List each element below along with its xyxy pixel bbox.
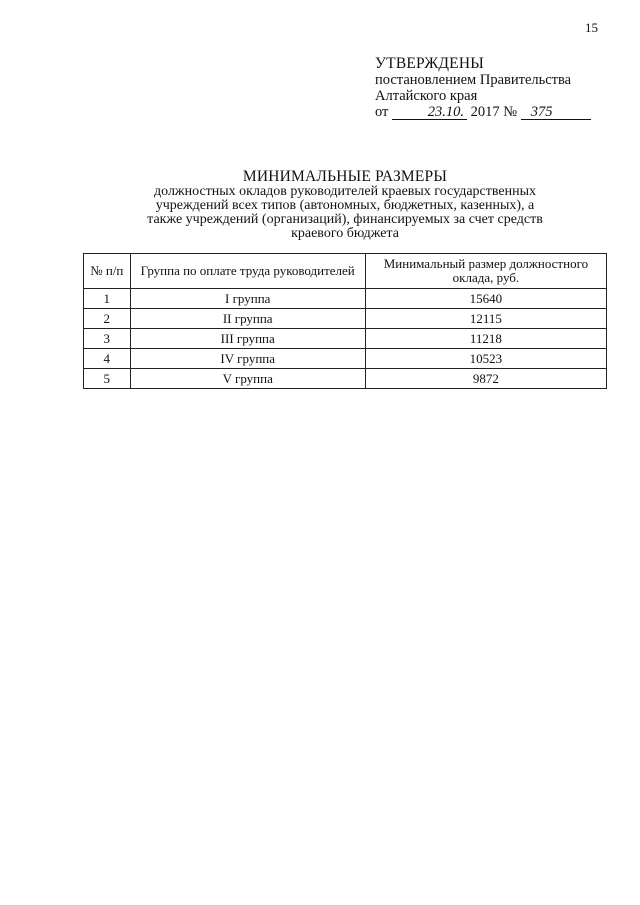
row-number: 1 bbox=[84, 289, 131, 309]
row-salary: 15640 bbox=[365, 289, 606, 309]
row-group: I группа bbox=[130, 289, 365, 309]
approval-stamp bbox=[375, 56, 591, 120]
approval-heading: УТВЕРЖДЕНЫ bbox=[375, 55, 484, 72]
document-subtitle: должностных окладов руководителей краевых государственных учреждений всех типов (автономных, бюджетных, казенных), а также учреждений (организаций), финансируемых за счет средств краевого бюджета bbox=[147, 184, 543, 241]
number-sign: № bbox=[503, 104, 518, 120]
year: 2017 bbox=[470, 104, 500, 120]
number-value: 375 bbox=[521, 105, 591, 120]
row-group: V группа bbox=[130, 369, 365, 389]
row-salary: 12115 bbox=[365, 309, 606, 329]
table-row bbox=[84, 309, 607, 329]
column-header-number: № п/п bbox=[84, 254, 131, 289]
approval-date-line bbox=[375, 104, 591, 120]
page-number: 15 bbox=[585, 20, 598, 35]
date-value: 23.10. bbox=[392, 105, 467, 120]
table-row bbox=[84, 369, 607, 389]
table-row bbox=[84, 349, 607, 369]
column-header-group: Группа по оплате труда руководителей bbox=[130, 254, 365, 289]
row-number: 2 bbox=[84, 309, 131, 329]
row-number: 4 bbox=[84, 349, 131, 369]
row-salary: 11218 bbox=[365, 329, 606, 349]
date-prefix: от bbox=[375, 104, 389, 120]
approval-line-1: постановлением Правительства bbox=[375, 72, 572, 88]
row-salary: 10523 bbox=[365, 349, 606, 369]
document-title-block bbox=[100, 168, 590, 241]
row-group: IV группа bbox=[130, 349, 365, 369]
salary-table bbox=[83, 253, 607, 389]
document-title: МИНИМАЛЬНЫЕ РАЗМЕРЫ bbox=[242, 168, 448, 185]
approval-line-2: Алтайского края bbox=[375, 88, 478, 104]
row-number: 3 bbox=[84, 329, 131, 349]
column-header-salary: Минимальный размер должностного оклада, руб. bbox=[365, 254, 606, 289]
row-salary: 9872 bbox=[365, 369, 606, 389]
table-header-row bbox=[84, 254, 607, 289]
row-number: 5 bbox=[84, 369, 131, 389]
table-row bbox=[84, 289, 607, 309]
table-row bbox=[84, 329, 607, 349]
row-group: III группа bbox=[130, 329, 365, 349]
row-group: II группа bbox=[130, 309, 365, 329]
